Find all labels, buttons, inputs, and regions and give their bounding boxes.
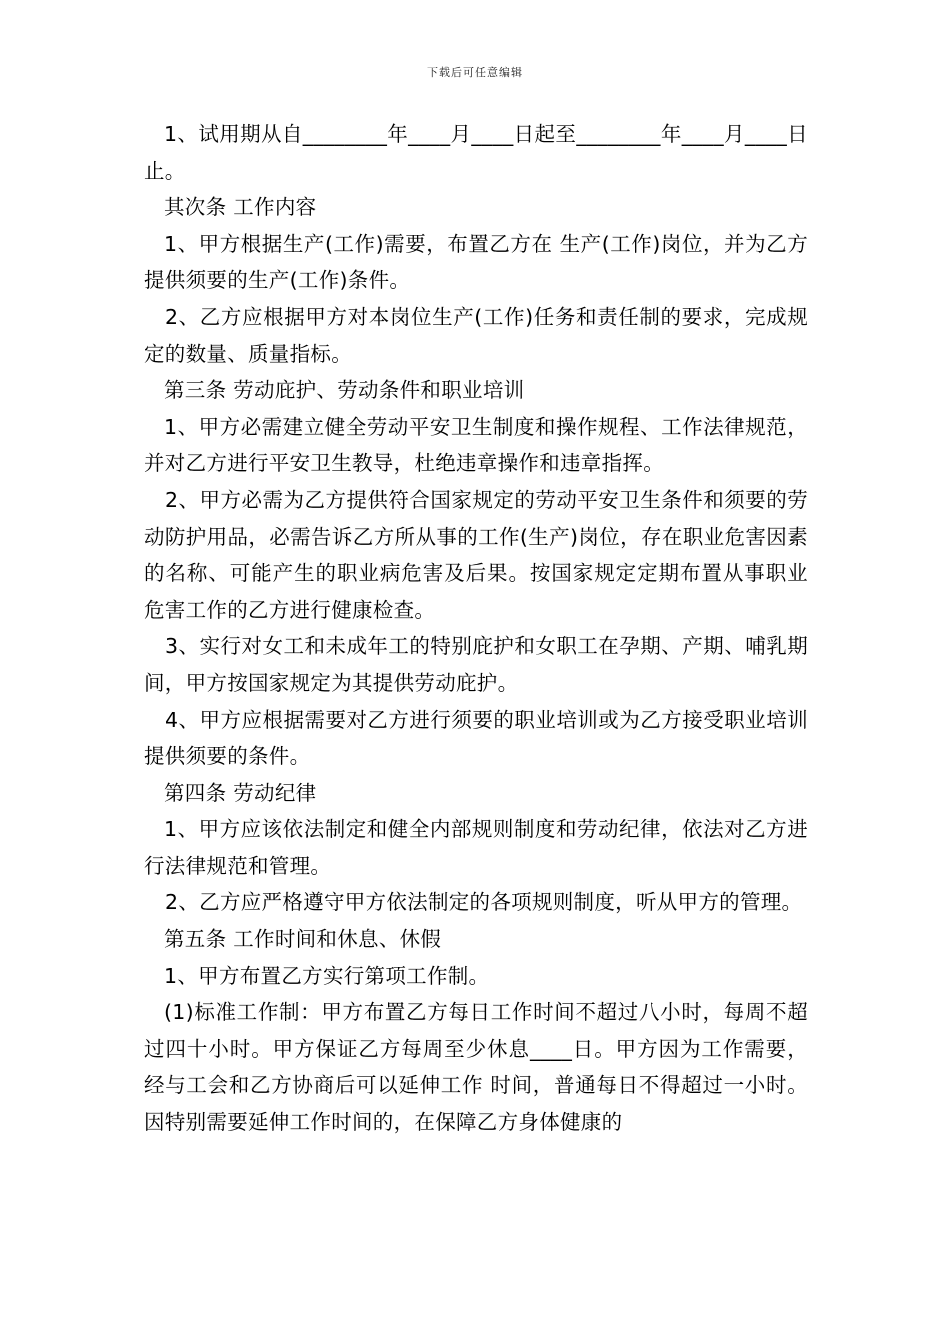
document-body: [144, 116, 808, 1141]
section-heading-working-hours: 第五条 工作时间和休息、休假: [164, 927, 442, 952]
paragraph-protective-equipment: 2、甲方必需为乙方提供符合国家规定的劳动平安卫生条件和须要的劳动防护用品，必需告诉乙方所从事的工作(生产)岗位，存在职业危害因素的名称、可能产生的职业病危害及后果。按国家规定定期布置从事职业危害工作的乙方进行健康检查。: [144, 487, 808, 622]
paragraph-standard-work-system: (1)标准工作制：甲方布置乙方每日工作时间不超过八小时，每周不超过四十小时。甲方保证乙方每周至少休息____日。甲方因为工作需要，经与工会和乙方协商后可以延伸工作 时间，普通每日不得超过一小时。因特别需要延伸工作时间的，在保障乙方身体健康的: [144, 1000, 808, 1135]
section-heading-labor-discipline: 第四条 劳动纪律: [164, 780, 317, 805]
paragraph-work-assignment: 1、甲方根据生产(工作)需要，布置乙方在 生产(工作)岗位，并为乙方提供须要的生产(工作)条件。: [144, 231, 808, 293]
paragraph-obey-management: 2、乙方应严格遵守甲方依法制定的各项规则制度，听从甲方的管理。: [165, 890, 803, 915]
page-header-note: 下载后可任意编辑: [427, 66, 523, 79]
section-heading-work-content: 其次条 工作内容: [164, 195, 317, 220]
section-heading-labor-protection: 第三条 劳动庇护、劳动条件和职业培训: [164, 378, 525, 403]
paragraph-work-system: 1、甲方布置乙方实行第项工作制。: [164, 963, 490, 988]
paragraph-safety-rules: 1、甲方必需建立健全劳动平安卫生制度和操作规程、工作法律规范，并对乙方进行平安卫生教导，杜绝违章操作和违章指挥。: [144, 414, 808, 476]
paragraph-work-quota: 2、乙方应根据甲方对本岗位生产(工作)任务和责任制的要求，完成规定的数量、质量指标。: [144, 304, 808, 366]
paragraph-female-worker-protection: 3、实行对女工和未成年工的特别庇护和女职工在孕期、产期、哺乳期间，甲方按国家规定为其提供劳动庇护。: [144, 634, 808, 695]
paragraph-probation-period: 1、试用期从自________年____月____日起至________年____月____日止。: [144, 122, 808, 183]
paragraph-internal-rules: 1、甲方应该依法制定和健全内部规则制度和劳动纪律，依法对乙方进行法律规范和管理。: [144, 817, 808, 878]
paragraph-vocational-training: 4、甲方应根据需要对乙方进行须要的职业培训或为乙方接受职业培训提供须要的条件。: [144, 707, 808, 769]
